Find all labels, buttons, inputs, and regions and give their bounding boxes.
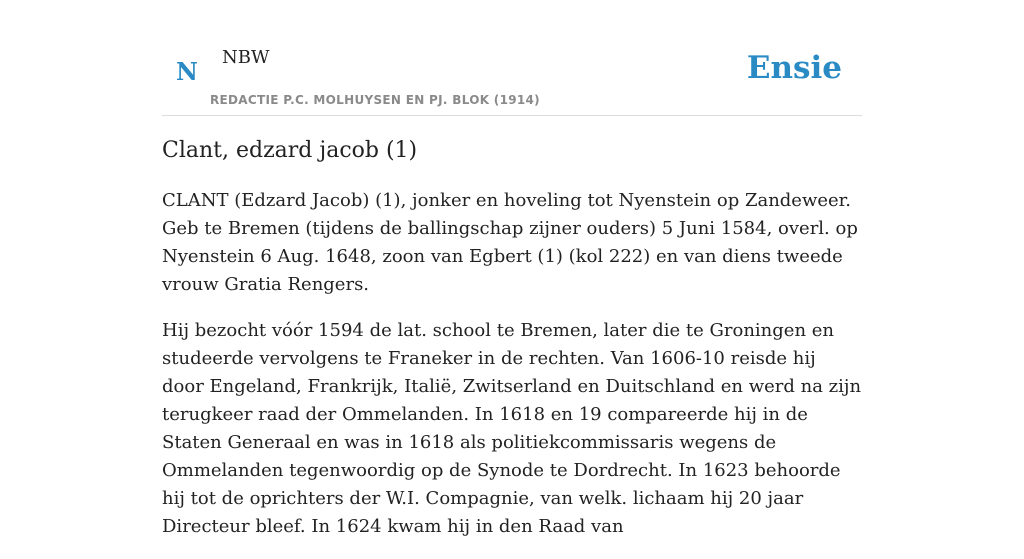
- page-header: [162, 0, 862, 116]
- article: [162, 138, 862, 559]
- article-title: Clant, edzard jacob (1): [162, 138, 418, 163]
- article-paragraph: Hij bezocht vóór 1594 de lat. school te Bremen, later die te Groningen en studeerde vervolgens te Franeker in de rechten. Van 1606-10 reisde hij door Engeland, Frankrijk, Italië, Zwitserland en Duitschland en werd na zijn terugkeer raad der Ommelanden. In 1618 en 19 compareerde hij in de Staten Generaal en was in 1618 als politiekcommissaris wegens de Ommelanden tegenwoordig op de Synode te Dordrecht. In 1623 behoorde hij tot de oprichters der W.I. Compagnie, van welk. lichaam hij 20 jaar Directeur bleef. In 1624 kwam hij in den Raad van: [162, 320, 862, 537]
- source-title[interactable]: NBW: [222, 47, 270, 68]
- brand-logo[interactable]: Ensie: [746, 50, 842, 86]
- source-subtitle: REDACTIE P.C. MOLHUYSEN EN PJ. BLOK (1914): [210, 93, 540, 107]
- source-logo[interactable]: N: [176, 57, 198, 86]
- article-paragraph: CLANT (Edzard Jacob) (1), jonker en hoveling tot Nyenstein op Zandeweer. Geb te Bremen (tijdens de ballingschap zijner ouders) 5 Juni 1584, overl. op Nyenstein 6 Aug. 1648, zoon van Egbert (1) (kol 222) en van diens tweede vrouw Gratia Rengers.: [162, 190, 858, 295]
